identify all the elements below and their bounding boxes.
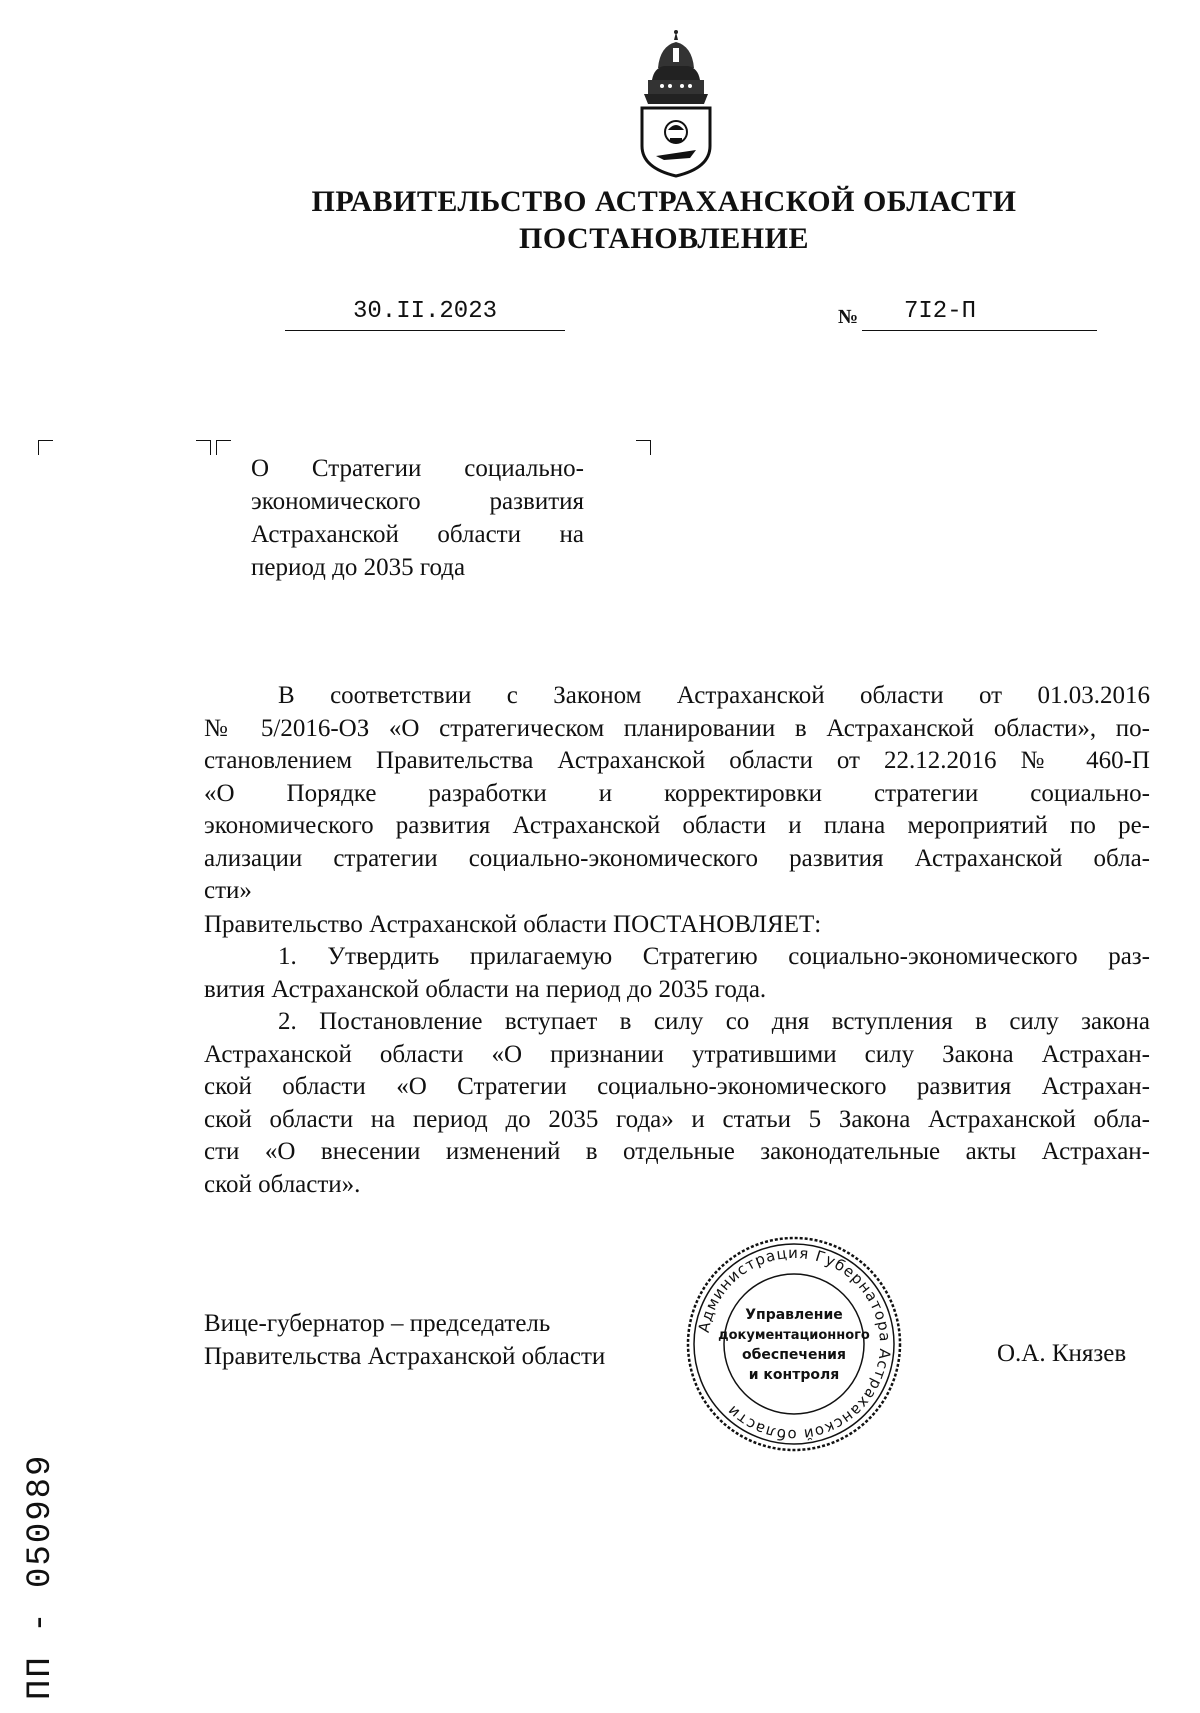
document-type-title: ПОСТАНОВЛЕНИЕ bbox=[519, 222, 809, 255]
seal-center-line: документационного bbox=[718, 1328, 870, 1343]
seal-ring-text: Администрация Губернатора Астраханской области bbox=[694, 1243, 895, 1445]
signatory-name: О.А. Князев bbox=[997, 1340, 1127, 1367]
document-number: 7I2-П bbox=[903, 298, 976, 325]
decree-statement: Правительство Астраханской области ПОСТАНОВЛЯЕТ: bbox=[204, 911, 822, 938]
seal-center-line: Управление bbox=[745, 1307, 843, 1323]
date-underline bbox=[285, 330, 565, 331]
document-subject: О Стратегии социально- экономического развития Астраханской области на период до 2035 года bbox=[251, 455, 584, 581]
number-sign: № bbox=[838, 306, 859, 328]
margin-corner-mark bbox=[38, 440, 53, 455]
decree-item-2: 2. Постановление вступает в силу со дня вступления в силу закона Астраханской области «О признании утратившими силу Закона Астрахан- ской области «О Стратегии социально-экономического развития Астрахан- ской области на период до 2035 года» и статьи 5 Закона Астраханской обла- сти «О внесении изменений в отдельные законодательные акты Астрахан- ской области». bbox=[204, 1008, 1150, 1198]
coat-of-arms-emblem bbox=[634, 28, 718, 178]
margin-corner-mark bbox=[196, 440, 211, 455]
signatory-position: Вице-губернатор – председатель Правительства Астраханской области bbox=[204, 1310, 606, 1370]
seal-center-line: обеспечения bbox=[742, 1347, 846, 1363]
subject-corner-mark bbox=[216, 440, 231, 455]
seal-center-line: и контроля bbox=[748, 1367, 840, 1383]
form-serial-code: ПП - 050989 bbox=[22, 1453, 60, 1700]
subject-corner-mark bbox=[636, 440, 651, 455]
decree-item-1: 1. Утвердить прилагаемую Стратегию социально-экономического раз- вития Астраханской области на период до 2035 года. bbox=[204, 943, 1150, 1003]
document-date: 30.II.2023 bbox=[352, 298, 498, 325]
number-underline bbox=[862, 330, 1097, 331]
official-seal-stamp bbox=[685, 1235, 903, 1453]
government-title: ПРАВИТЕЛЬСТВО АСТРАХАНСКОЙ ОБЛАСТИ bbox=[311, 185, 1017, 218]
preamble-paragraph: В соответствии с Законом Астраханской области от 01.03.2016 № 5/2016-ОЗ «О стратегическом планировании в Астраханской области», по- становлением Правительства Астраханской области от 22.12.2016 № 460-П «О Порядке разработки и корректировки стратегии социально- экономического развития Астраханской области и плана мероприятий по ре- ализации стратегии социально-экономического развития Астраханской обла- сти» bbox=[204, 682, 1150, 904]
